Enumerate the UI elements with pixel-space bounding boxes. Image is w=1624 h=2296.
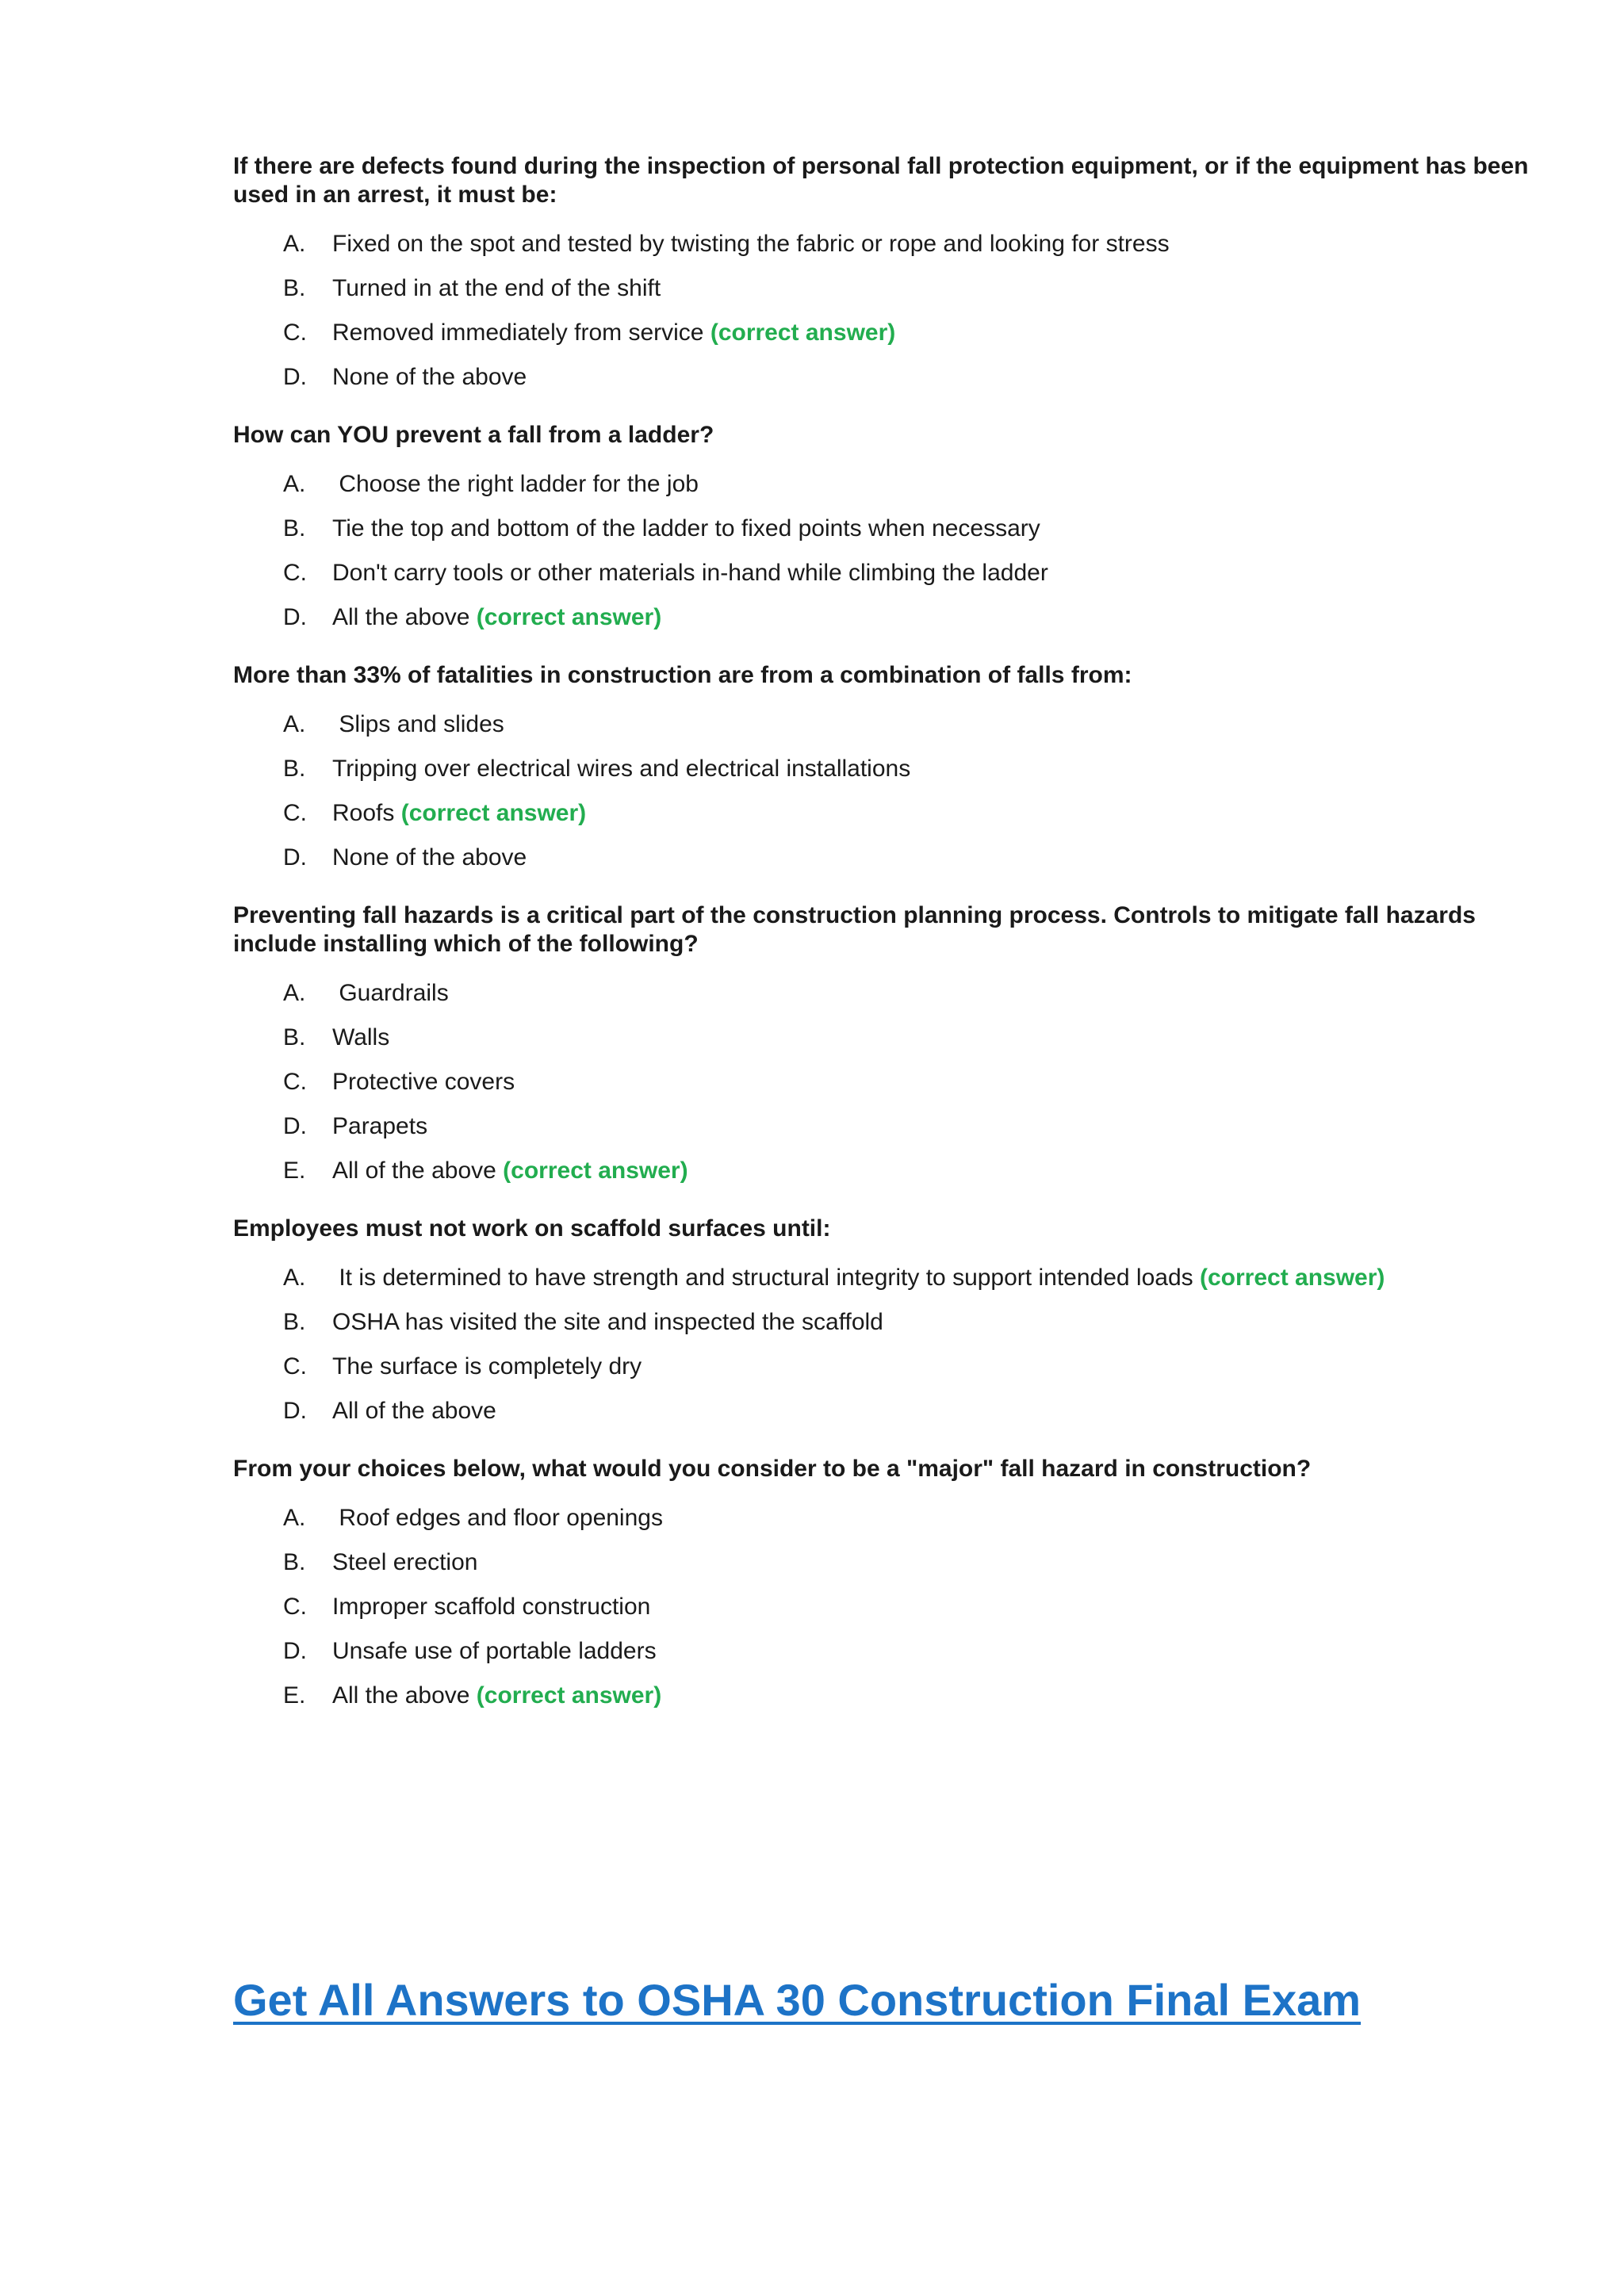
answer-options (233, 1504, 1534, 1710)
option-text-wrap (332, 844, 527, 872)
question-block (233, 421, 1534, 632)
question-list (233, 152, 1534, 1710)
answer-options (233, 470, 1534, 632)
answer-option (233, 559, 1534, 587)
option-letter: A. (283, 231, 306, 257)
option-letter: C. (283, 1594, 307, 1620)
option-letter: A. (283, 1265, 306, 1291)
answer-option (233, 603, 1534, 632)
answer-option (233, 799, 1534, 828)
option-letter: A. (283, 471, 306, 497)
answer-option (233, 1264, 1534, 1292)
option-letter: E. (283, 1682, 306, 1709)
option-text: All the above (332, 604, 470, 630)
option-text: Removed immediately from service (332, 320, 704, 346)
answer-options (233, 230, 1534, 392)
option-text-wrap (332, 1682, 661, 1710)
answer-option (233, 1308, 1534, 1337)
option-text: Guardrails (332, 980, 449, 1006)
option-text-wrap (332, 1504, 663, 1533)
option-text-wrap (332, 755, 910, 783)
option-text: Improper scaffold construction (332, 1594, 651, 1620)
option-text-wrap (332, 1157, 688, 1185)
option-text-wrap (332, 1112, 427, 1141)
answer-option (233, 1504, 1534, 1533)
option-letter: C. (283, 1353, 307, 1380)
answer-options (233, 1264, 1534, 1425)
option-letter: C. (283, 560, 307, 586)
question-text: Preventing fall hazards is a critical part of the construction planning process. Controls to mitigate fall hazards include installing which of the following? (233, 902, 1476, 957)
answer-option (233, 230, 1534, 258)
option-text-wrap (332, 1068, 515, 1096)
correct-answer-marker: (correct answer) (1199, 1265, 1385, 1291)
answer-option (233, 1637, 1534, 1666)
option-text-wrap (332, 274, 661, 303)
option-text: It is determined to have strength and structural integrity to support intended loads (332, 1265, 1193, 1291)
option-letter: D. (283, 364, 307, 390)
answer-option (233, 319, 1534, 347)
option-letter: B. (283, 275, 306, 301)
option-text: None of the above (332, 844, 527, 871)
option-letter: B. (283, 515, 306, 541)
answer-option (233, 1397, 1534, 1425)
question-text: From your choices below, what would you consider to be a "major" fall hazard in construction? (233, 1456, 1312, 1482)
option-text: Protective covers (332, 1069, 515, 1095)
option-letter: B. (283, 1309, 306, 1335)
option-letter: B. (283, 1024, 306, 1050)
option-text-wrap (332, 1264, 1385, 1292)
answer-option (233, 1548, 1534, 1577)
option-text: All the above (332, 1682, 470, 1709)
question-block (233, 661, 1534, 872)
answer-option (233, 1682, 1534, 1710)
answer-option (233, 1157, 1534, 1185)
option-text: Fixed on the spot and tested by twisting the fabric or rope and looking for stress (332, 231, 1170, 257)
option-text: All of the above (332, 1398, 496, 1424)
option-letter: C. (283, 320, 307, 346)
option-text-wrap (332, 1397, 496, 1425)
option-letter: A. (283, 711, 306, 737)
answer-option (233, 1068, 1534, 1096)
option-text-wrap (332, 603, 661, 632)
answer-option (233, 979, 1534, 1008)
answer-option (233, 274, 1534, 303)
option-letter: D. (283, 604, 307, 630)
option-text: None of the above (332, 364, 527, 390)
answer-option (233, 844, 1534, 872)
option-text-wrap (332, 1308, 883, 1337)
option-text-wrap (332, 470, 699, 499)
option-letter: A. (283, 980, 306, 1006)
option-text-wrap (332, 559, 1048, 587)
correct-answer-marker: (correct answer) (400, 800, 587, 826)
correct-answer-marker: (correct answer) (476, 1682, 662, 1709)
option-text: Parapets (332, 1113, 428, 1139)
option-text-wrap (332, 319, 895, 347)
correct-answer-marker: (correct answer) (710, 320, 896, 346)
option-text: Tie the top and bottom of the ladder to fixed points when necessary (332, 515, 1040, 541)
option-letter: D. (283, 1398, 307, 1424)
correct-answer-marker: (correct answer) (476, 604, 662, 630)
question-block (233, 901, 1534, 1185)
answer-option (233, 710, 1534, 739)
option-text-wrap (332, 1548, 477, 1577)
option-text-wrap (332, 363, 527, 392)
question-text: More than 33% of fatalities in construction are from a combination of falls from: (233, 662, 1132, 688)
option-text-wrap (332, 799, 586, 828)
answer-option (233, 1112, 1534, 1141)
option-letter: B. (283, 1549, 306, 1575)
quiz-page (233, 152, 1534, 1739)
option-text: Turned in at the end of the shift (332, 275, 661, 301)
option-text: Slips and slides (332, 711, 504, 737)
answer-options (233, 710, 1534, 872)
option-text: Choose the right ladder for the job (332, 471, 699, 497)
option-text: Roof edges and floor openings (332, 1505, 663, 1531)
answer-option (233, 515, 1534, 543)
option-text: Walls (332, 1024, 390, 1050)
question-block (233, 1455, 1534, 1710)
answer-options (233, 979, 1534, 1185)
option-text: OSHA has visited the site and inspected the scaffold (332, 1309, 883, 1335)
option-letter: A. (283, 1505, 306, 1531)
option-text: Roofs (332, 800, 395, 826)
correct-answer-marker: (correct answer) (503, 1158, 688, 1184)
answer-option (233, 1353, 1534, 1381)
option-text: Tripping over electrical wires and electrical installations (332, 756, 911, 782)
option-letter: E. (283, 1158, 306, 1184)
option-letter: D. (283, 844, 307, 871)
option-text: Unsafe use of portable ladders (332, 1638, 657, 1664)
answer-option (233, 1593, 1534, 1621)
option-text-wrap (332, 1637, 657, 1666)
question-block (233, 152, 1534, 392)
option-letter: C. (283, 800, 307, 826)
option-text: The surface is completely dry (332, 1353, 642, 1380)
answer-option (233, 363, 1534, 392)
answer-option (233, 1024, 1534, 1052)
option-text: Steel erection (332, 1549, 478, 1575)
option-text-wrap (332, 710, 504, 739)
option-text-wrap (332, 1593, 650, 1621)
option-letter: D. (283, 1638, 307, 1664)
option-text-wrap (332, 979, 449, 1008)
question-text: If there are defects found during the inspection of personal fall protection equipment, or if the equipment has been used in an arrest, it must be: (233, 153, 1529, 208)
option-letter: D. (283, 1113, 307, 1139)
get-all-answers-link[interactable]: Get All Answers to OSHA 30 Construction Final Exam (233, 1975, 1362, 2025)
question-text: How can YOU prevent a fall from a ladder? (233, 422, 714, 448)
option-text-wrap (332, 1353, 642, 1381)
question-text: Employees must not work on scaffold surfaces until: (233, 1215, 831, 1242)
option-text: All of the above (332, 1158, 496, 1184)
option-text-wrap (332, 515, 1040, 543)
answer-option (233, 755, 1534, 783)
option-text-wrap (332, 230, 1170, 258)
option-letter: B. (283, 756, 306, 782)
question-block (233, 1215, 1534, 1425)
option-letter: C. (283, 1069, 307, 1095)
option-text: Don't carry tools or other materials in-hand while climbing the ladder (332, 560, 1048, 586)
answer-option (233, 470, 1534, 499)
option-text-wrap (332, 1024, 389, 1052)
